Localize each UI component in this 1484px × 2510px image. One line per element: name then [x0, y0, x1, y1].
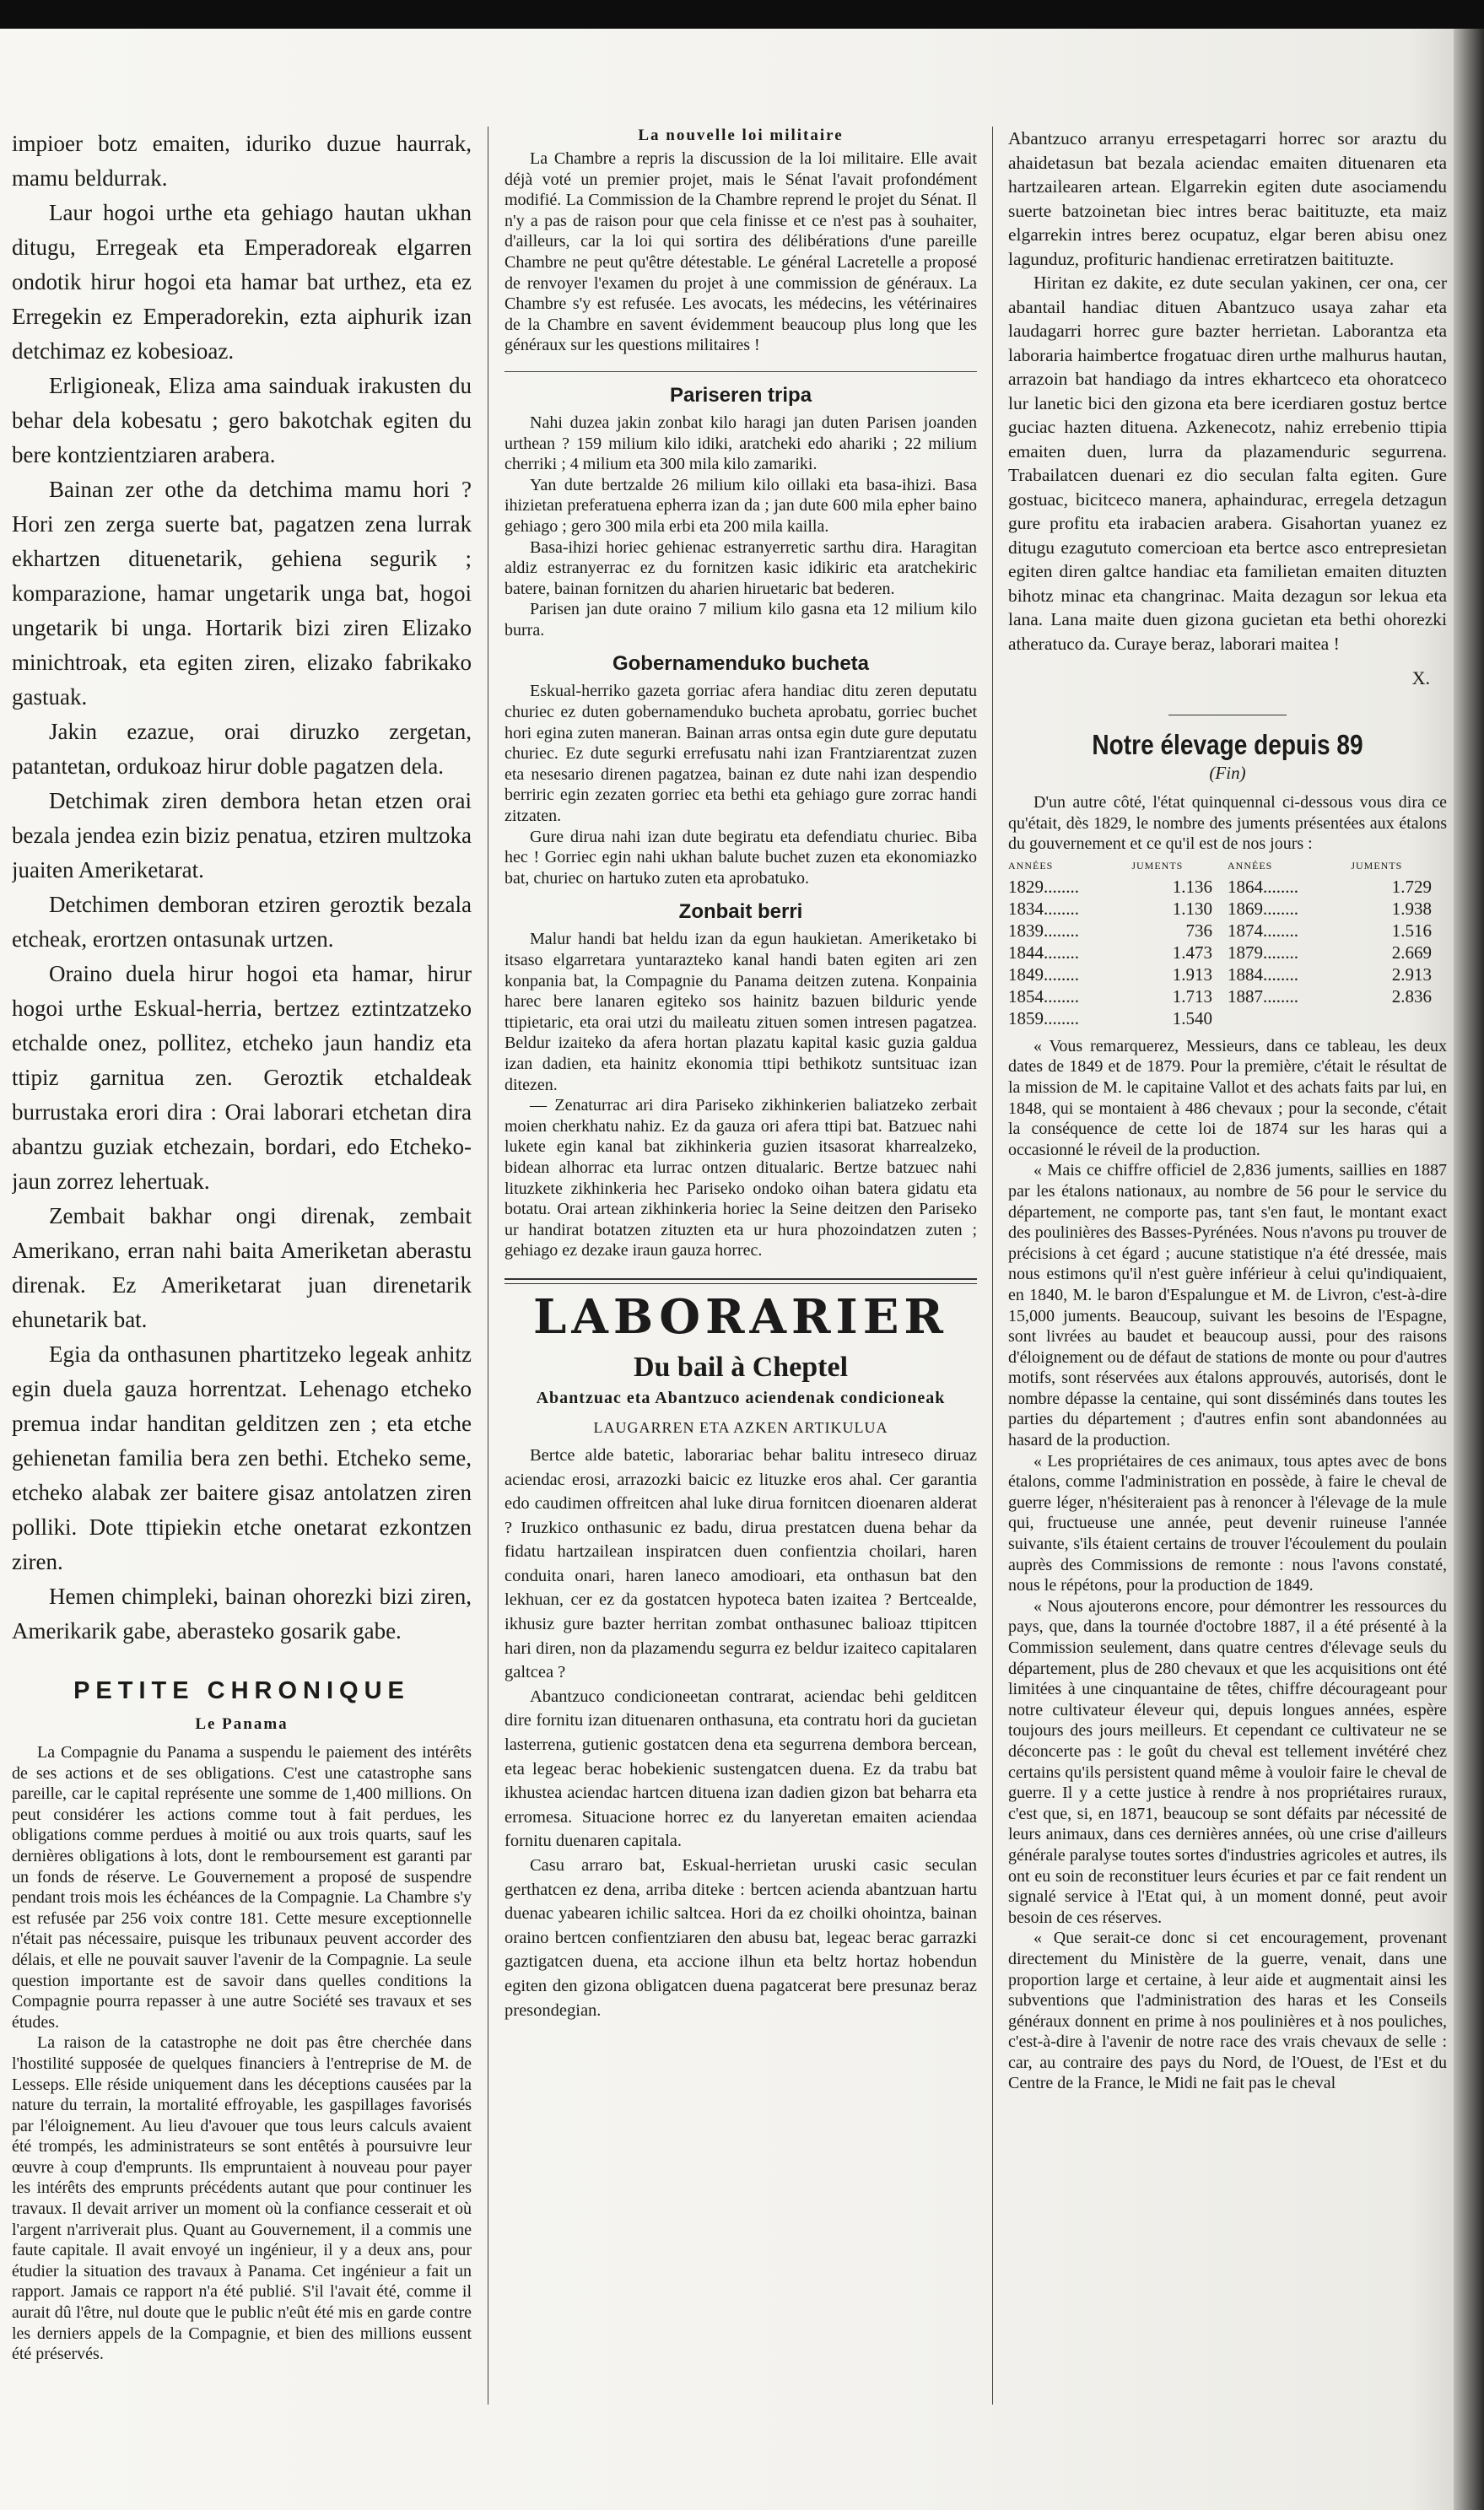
- laborarier-paragraph: Casu arraro bat, Eskual-herrietan uruski casic seculan gerthatcen ez dena, arriba diteke : bertcen acienda abantzuan hartu duenac yabearen ichilic saltcea. Hori da ez choilki ohointza, bainan oraino bertcen confientziaren den abusu bat, legeac berac garrazki gaztigatcen duena, eta accione ilhun eta beltz hortaz hobendun egiten den gizona obligatcen duena pagatcerat bere presunaz beraz presondegian.: [505, 1856, 977, 2020]
- fin-label: (Fin): [1209, 763, 1246, 783]
- table-cell: 1.913: [1172, 964, 1212, 985]
- table-cell: 1859........: [1008, 1007, 1079, 1028]
- column-rule: [992, 127, 993, 2405]
- table-cell: 1864........: [1227, 876, 1298, 897]
- table-header: JUMENTS: [1351, 859, 1403, 872]
- table-header: ANNÉES: [1008, 859, 1054, 872]
- table-cell: 1829........: [1008, 876, 1079, 897]
- elevage-paragraph: « Mais ce chiffre officiel de 2,836 juments, saillies en 1887 par les étalons nationaux, au nombre de 56 pour le service du département, ne comporte pas, tant s'en faut, le montant exact des poulinières des Basses-Pyrénées. Nous n'avons pu trouver de précisions à cet égard ; aucune statistique n'a été dressée, mais nous estimons qu'il n'est guère inférieur à celui qu'indiquaient, en 1840, M. le baron d'Espalungue et M. de Livron, c'est-à-dire 15,000 juments. Beaucoup, suivant les besoins de l'Espagne, sont livrées au baudet et beaucoup aussi, pour des raisons d'éloignement ou de défaut de stations de monte ou pour d'autres motifs, sont réservées aux étalons approuvés, autorisés, dont le nombre dépasse la centaine, qui sont disséminés dans toutes les parties du département ; d'autres enfin sont abandonnées au hasard de la production.: [1008, 1161, 1447, 1450]
- section-divider: [505, 1278, 977, 1284]
- loi-militaire-heading: La nouvelle loi militaire: [638, 127, 844, 144]
- table-cell: 736: [1185, 920, 1212, 941]
- table-cell: 1834........: [1008, 898, 1079, 919]
- laugarren-artikulua: LAUGARREN ETA AZKEN ARTIKULUA: [593, 1418, 888, 1436]
- juments-table: [1008, 860, 1447, 1029]
- table-cell: 1869........: [1227, 898, 1298, 919]
- article-paragraph: Erligioneak, Eliza ama sainduak irakusten du behar dela kobesatu ; gero bakotchak egiten du bere kontzientziaren arabera.: [12, 373, 472, 467]
- article-paragraph: Laur hogoi urthe eta gehiago hautan ukhan ditugu, Erregeak eta Emperadoreak elgarren ondotik hirur hogoi eta hamar bat urthez, eta ez Erregekin ez Emperadorekin, ezta aiphurik izan detchimaz ez kobesioaz.: [12, 200, 472, 364]
- table-row: [1008, 985, 1447, 1007]
- laborarier-heading: LABORARIER: [533, 1288, 948, 1345]
- table-cell: 1.938: [1391, 898, 1432, 919]
- table-cell: 2.669: [1391, 942, 1432, 963]
- gobernamenduko-bucheta-heading: Gobernamenduko bucheta: [612, 652, 870, 676]
- article-paragraph: Detchimak ziren dembora hetan etzen orai bezala jendea ezin biziz penatua, etziren multzoka juaiten Ameriketarat.: [12, 788, 472, 883]
- table-cell: 2.836: [1391, 985, 1432, 1007]
- bail-cheptel-heading: Du bail à Cheptel: [633, 1351, 849, 1383]
- zonbait-paragraph: — Zenaturrac ari dira Pariseko zikhinkerien baliatzeko zerbait moien cherkhatu nahiz. Ez da gauza ori afera ttipi bat. Batzuec nahi lukete egin kanal bat zikhinkeria guzien itsasorat kharrealzeko, bidean alhorrac eta lurrac ontzen ditualaric. Bertze batzuec nahi lituzkete zikhinkeria hec Pariseko ondoko oihan batera gidatu eta botatu. Orai artean zikhinkeria horiec la Seine deitzen den Pariseko ur handirat botatzen zituzten eta ur hura phozoindatzen zuten ; gehiago ez dezake iraun gauza horrec.: [505, 1096, 977, 1260]
- table-cell: 1844........: [1008, 942, 1079, 963]
- table-cell: 1.130: [1172, 898, 1212, 919]
- zonbait-berri-heading: Zonbait berri: [678, 900, 803, 924]
- pariseren-paragraph: Yan dute bertzalde 26 milium kilo oillaki eta basa-ihizi. Basa ihizietan preferatuena epherra izan da ; jan dute 600 mila epher baino gehiago ; gero 300 mila erbi eta 200 mila kailla.: [505, 475, 977, 536]
- column-middle: [505, 127, 977, 2480]
- section-divider: [505, 371, 977, 372]
- elevage-paragraph: « Que serait-ce donc si cet encouragement, provenant directement du Ministère de la guerre, venait, dans une proportion large et certaine, à leur aide et augmentait ainsi les subventions que l'administration des haras et les Conseils généraux donnent en prime à nos poulinières et à nos pouliches, c'est-à-dire à l'avenir de notre race des vrais chevaux de selle : car, au contraire des pays du Nord, de l'Ouest, de l'Est et du Centre de la France, le Midi ne fait pas le cheval: [1008, 1929, 1447, 2093]
- laborarier-paragraph: Abantzuco condicioneetan contrarat, aciendac behi gelditcen dire fornitu izan dituenaren onthasuna, eta contratu hori da gucietan lasterrena, gutienic gostatcen dena eta segurrena dembora bercean, eta legeac berac hobekienic sustengatcen duena. Ez da trabu bat ikhustea aciendac hartcen dituena izan dadien gizon bat beharra eta erromesa. Situacione horrec ez du lanyeretan emaiten aciendaa fornitu duenaren capitala.: [505, 1687, 977, 1851]
- laborarier-paragraph: Bertce alde batetic, laborariac behar balitu intreseco diruaz aciendac erosi, arrazozki baicic ez lituzke eros ahal. Cer garantia edo caudimen offreitcen ahal luke dirua fornitcen dioenaren alderat ? Iruzkico onthasunic ez badu, dirua prestatcen duena behar da fidatu hartzailean inspiratcen duen confientzia choilari, haren conduita onari, haren laneco amodioari, eta onthasun bat den lekhuan, cer ez da gostatcen hypoteca baten izaitea ? Bertcealde, ikhusiz gure bazter herritan zombat onthasunec balioaz ttipitcen hari diren, non da plazamendu segurra ez beldur izaiteco capitalaren galtcea ?: [505, 1445, 977, 1682]
- table-cell: 1.516: [1391, 920, 1432, 941]
- table-cell: 1.540: [1172, 1007, 1212, 1028]
- loi-militaire-text: La Chambre a repris la discussion de la loi militaire. Elle avait déjà voté un premier projet, mais le Sénat l'avait profondément modifié. La Commission de la Chambre reprend le projet du Sénat. Il n'y a pas de raison pour que cela finisse et ce n'est pas à souhaiter, d'ailleurs, car la loi qui sortira des délibérations d'une pareille Chambre ne peut qu'être détestable. Le général Lacretelle a proposé de renvoyer l'examen du projet à une commission de généraux. La Chambre s'y est refusée. Les avocats, les médecins, les vétérinaires de la Chambre en savent évidemment beaucoup plus long que les généraux sur les questions militaires !: [505, 149, 977, 355]
- table-cell: 1.473: [1172, 942, 1212, 963]
- table-cell: 1.713: [1172, 985, 1212, 1007]
- signature: X.: [1411, 667, 1430, 688]
- article-paragraph: Jakin ezazue, orai diruzko zergetan, patantetan, ordukoaz hirur doble pagatzen dela.: [12, 719, 472, 779]
- pariseren-tripa-heading: Pariseren tripa: [669, 383, 812, 407]
- table-row: [1008, 898, 1447, 920]
- table-cell: 1879........: [1227, 942, 1298, 963]
- pariseren-paragraph: Basa-ihizi horiec gehienac estranyerretic sarthu dira. Haragitan aldiz estranyerrac ez du fornitzen kasic idikiric eta aratchekiric batere, bainan fornitzen du aharien hiruetaric bat bederen.: [505, 537, 977, 598]
- abantzuac-subheading: Abantzuac eta Abantzuco aciendenak condicioneak: [536, 1388, 946, 1407]
- table-cell: 1.136: [1172, 876, 1212, 897]
- chronique-paragraph: La Compagnie du Panama a suspendu le paiement des intérêts de ses actions et de ses obligations. C'est une catastrophe sans pareille, car le capital représente une somme de 1,400 millions. On peut considérer les actions comme tout à fait perdues, les obligations comme perdues à moitié ou aux trois quarts, sauf les dernières obligations à lots, dont le remboursement est garanti par un fonds de réserve. Le Gouvernement a proposé de suspendre pendant trois mois les échéances de la Compagnie. La Chambre s'y est refusée par 256 voix contre 181. Cette mesure exceptionnelle n'était pas nécessaire, puisque les tribunaux peuvent accorder des délais, et elle ne pouvait sauver l'avenir de la Compagnie. La seule question importante est de savoir dans quelles conditions la Compagnie pourra repasser à une autre Société ses travaux et ses études.: [12, 1743, 472, 2032]
- table-cell: [1351, 1007, 1447, 1029]
- table-cell: 1.729: [1391, 876, 1432, 897]
- elevage-paragraph: « Les propriétaires de ces animaux, tous aptes avec de bons étalons, comme l'administration en possède, à faire le cheval de guerre léger, n'hésiteraient pas à renoncer à l'élevage de la mule qui, fructueuse une année, peut devenir ruineuse l'année suivante, s'ils étaient certains de trouver l'écoulement du poulain auprès des Commissions de remonte : nous l'avons constaté, nous le répétons, pour la production de 1849.: [1008, 1451, 1447, 1595]
- table-cell: 2.913: [1391, 964, 1432, 985]
- panama-heading: Le Panama: [195, 1715, 289, 1733]
- article-paragraph: Bainan zer othe da detchima mamu hori ? Hori zen zerga suerte bat, pagatzen zena lurrak ekhartzen dituenetarik, gehiena segurik ; komparazione, hamar ungetarik unga bat, hogoi ungetarik bi unga. Hortarik bizi ziren Elizako minichtroak, eta egiten ziren, elizako fabrikako gastuak.: [12, 477, 472, 710]
- table-cell: 1887........: [1227, 985, 1298, 1007]
- table-row: [1008, 1007, 1447, 1029]
- chronique-paragraph: La raison de la catastrophe ne doit pas être cherchée dans l'hostilité supposée de quelques financiers à l'entreprise de M. de Lesseps. Elle réside uniquement dans les déceptions causées par la nature du terrain, la mortalité effroyable, les gaspillages favorisés par l'éloignement. Au lieu d'avouer que tous leurs calculs avaient été trompés, les administrateurs se sont entêtés à poursuivre leur œuvre à coup d'emprunts. Ils empruntaient à nouveau pour payer les intérêts des emprunts précédents autant que pour continuer les travaux. Il devait arriver un moment où la confiance cesserait et où l'argent n'arriverait plus. Quant au Gouvernement, il a commis une faute capitale. Il avait envoyé un ingénieur, il y a deux ans, pour étudier la situation des travaux à Panama. Cet ingénieur a fait un rapport. Jamais ce rapport n'a été publié. S'il l'avait été, comme il aurait dû l'être, nul doute que le public n'eût été mis en garde contre les derniers appels de la Compagnie, et bien des millions eussent été préservés.: [12, 2033, 472, 2364]
- gobernamenduko-paragraph: Gure dirua nahi izan dute begiratu eta defendiatu churiec. Biba hec ! Gorriec egin nahi ukhan balute buchet zuzen eta ekonomiazko bat, churiec on hartuko zuten eta aprobatuko.: [505, 827, 977, 888]
- elevage-paragraph: « Nous ajouterons encore, pour démontrer les ressources du pays, que, dans la tournée d'octobre 1887, il a été présenté à la Commission seulement, dans quatre centres d'élevage seuls du département, plus de 280 chevaux et que les acquisitions ont été limitées à une cinquantaine de têtes, chiffre décourageant pour notre cultivateur éleveur qui, depuis longues années, espère toujours des jours meilleurs. Et cependant ce cultivateur ne se déconcerte pas : le goût du cheval est tellement invétéré chez certains qu'ils persistent quand même à vouloir faire le cheval de guerre. Il y a cette justice à rendre à nos propriétaires ruraux, c'est que, si, en 1871, beaucoup se sont défaits par nécessité de leurs animaux, dans ces dernières années, où une crise d'ailleurs générale paralyse toutes sortes d'industries agricoles et autres, ils ont eu soin de reconstituer leurs écuries et par ce fait rendent un signalé service à l'Etat qui, à un moment donné, peut avoir besoin de ces réserves.: [1008, 1596, 1447, 1927]
- article-paragraph: Detchimen demboran etziren geroztik bezala etcheak, erortzen ontasunak urtzen.: [12, 892, 472, 952]
- gobernamenduko-paragraph: Eskual-herriko gazeta gorriac afera handiac ditu zeren deputatu churiec ez duten gobernamenduko bucheta aprobatu, gorriec buchet hori egina zuten maneran. Bainan arras ontsa egin dute gure deputatu churiec. Ez dute segurki errefusatu nahi izan Frantziarentzat zuzen eta nesesario direnen pagatzea, bainan ez dute nahi izan despendio berriric egin zezaten gorriec eta bethi eta gehiago gure zorrac handi zitzaten.: [505, 682, 977, 826]
- scan-top-border: [0, 0, 1484, 29]
- table-header-row: [1008, 860, 1447, 876]
- table-row: [1008, 876, 1447, 898]
- table-header: ANNÉES: [1227, 859, 1273, 872]
- table-cell: 1874........: [1227, 920, 1298, 941]
- table-cell: 1884........: [1227, 964, 1298, 985]
- column-right: [1008, 127, 1447, 2480]
- table-row: [1008, 942, 1447, 964]
- table-cell: 1849........: [1008, 964, 1079, 985]
- article-paragraph: Zembait bakhar ongi direnak, zembait Amerikano, erran nahi baita Ameriketan aberastu direnak. Ez Ameriketarat juan direnetarik ehunetarik bat.: [12, 1203, 472, 1332]
- article-paragraph: Hiritan ez dakite, ez dute seculan yakinen, cer ona, cer abantail handiac dituen Abantzuco usaya zahar eta laudagarri horrec gure bazter herrietan. Laborantza eta laboraria haimbertce frogatuac diren urthe malhurus hautan, arrazoin bat handiago da intres ekhartceco eta ohoratceco lur lanetic bici den gizona eta bere icerdiaren gostuz bertce guciac hazten dituena. Azkenecotz, nahiz errebenio ttipia emaiten duen, lurra da plazamenduric segurrena. Trabailatcen duenari ez dio seculan falta egiten. Gure gostuac, bicitceco manera, aphaindurac, erregela detzagun gure profitu eta irabacien arabera. Gisahortan yuanez ez ditugu ezagututo comercioan eta bertce asco entrepresietan egiten diren galtce handiac eta familietan emaiten dituzten bihotz minac eta changrinac. Maita dezagun sor lekua eta lana. Lana maite duen gizona gucietan eta bethi ohorezki atheratuco da. Curaye beraz, laborari maitea !: [1008, 273, 1447, 654]
- elevage-paragraph: « Vous remarquerez, Messieurs, dans ce tableau, les deux dates de 1849 et de 1879. Pour la première, c'était le résultat de la mission de M. le capitaine Vallot et des achats faits par lui, en 1848, qui se montaient à 486 chevaux ; pour la seconde, c'était la conséquence de cette loi de 1874 sur les haras qui a occasionné le réveil de la production.: [1008, 1036, 1447, 1159]
- petite-chronique-heading: PETITE CHRONIQUE: [73, 1677, 410, 1704]
- article-paragraph: Abantzuco arranyu errespetagarri horrec sor araztu du ahaidetasun bat bezala aciendac emaiten dituenaren eta hartzailearen artean. Elgarrekin egiten dute asociamendu suerte batzoinetan biec intres berac baitituzte, eta maiz elgarrekin intres berez ocupatuz, elgar beren abisu onez lagunduz, profituric handienac erretiratzen baitituzte.: [1008, 128, 1447, 269]
- table-row: [1008, 964, 1447, 985]
- table-cell: 1839........: [1008, 920, 1079, 941]
- article-paragraph: Hemen chimpleki, bainan ohorezki bizi ziren, Amerikarik gabe, aberasteko gosarik gabe.: [12, 1584, 472, 1644]
- column-left: [12, 127, 472, 2480]
- table-cell: [1228, 1007, 1351, 1029]
- pariseren-paragraph: Parisen jan dute oraino 7 milium kilo gasna eta 12 milium kilo burra.: [505, 600, 977, 640]
- article-paragraph: impioer botz emaiten, iduriko duzue haurrak, mamu beldurrak.: [12, 131, 472, 191]
- table-header: JUMENTS: [1131, 859, 1184, 872]
- article-paragraph: Egia da onthasunen phartitzeko legeak anhitz egin duela gauza horrentzat. Lehenago etcheko premua indar handitan gelditzen zen ; eta etche gehienetan familia bera zen bethi. Etcheko seme, etcheko alabak zer baitere gisaz antolatzen ziren polliki. Dote ttipiekin etche onetarat ezkontzen ziren.: [12, 1341, 472, 1574]
- table-cell: 1854........: [1008, 985, 1079, 1007]
- table-row: [1008, 920, 1447, 942]
- zonbait-paragraph: Malur handi bat heldu izan da egun haukietan. Ameriketako bi itsaso elgarretara yuntarazteko kanal handi baten egiten ari zen konpania bat, la Compagnie du Panama deitzen zutena. Konpainia harec bere lanaren egiteko sos hainitz bazuen bilduric yende ttipietaric, eta orai utzi du maileatu zituen somen intresen pagatzea. Beldur izaiteko da afera hortan plazatu kapital kasic guzia galdua izan dadien, eta hainitz ekonomia ttipi bethikotz suntsituac izan ditezen.: [505, 930, 977, 1094]
- article-paragraph: Oraino duela hirur hogoi eta hamar, hirur hogoi urthe Eskual-herria, bertzez eztintzatzeko etchalde onez, pollitez, etcheko jaun handiz eta ttipiz garnitua zen. Geroztik etchaldeak burrustaka erori dira : Orai laborari etchetan dira abantzu guziak etchezain, bordari, edo Etcheko-jaun zorrez lehertuak.: [12, 961, 472, 1194]
- scan-right-shadow: [1454, 29, 1484, 2510]
- pariseren-paragraph: Nahi duzea jakin zonbat kilo haragi jan duten Parisen joanden urthean ? 159 milium kilo idiki, aratcheki edo ahariki ; 22 milium cherriki ; 4 milium eta 300 mila kilo zamariki.: [505, 413, 977, 474]
- notre-elevage-heading: Notre élevage depuis 89: [1092, 729, 1363, 760]
- elevage-intro: D'un autre côté, l'état quinquennal ci-dessous vous dira ce qu'était, dès 1829, le nombre des juments présentées aux étalons du gouvernement et ce qu'il est de nos jours :: [1008, 793, 1447, 854]
